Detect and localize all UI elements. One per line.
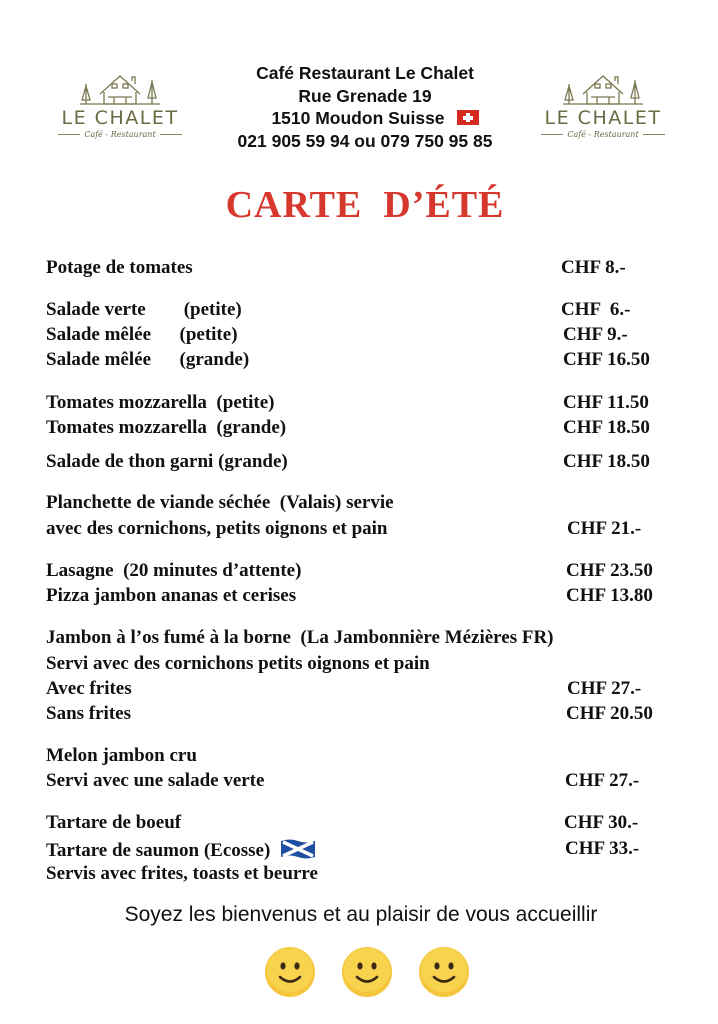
menu-item-price: CHF 23.50	[566, 560, 653, 581]
smiley-icon	[418, 946, 470, 998]
menu-item-label: Potage de tomates	[46, 257, 193, 278]
menu-item-price: CHF 6.-	[561, 299, 631, 320]
logo-left	[50, 72, 190, 139]
menu-item-price: CHF 20.50	[566, 703, 653, 724]
menu-item-label: Lasagne (20 minutes d’attente)	[46, 560, 302, 581]
menu-item-label: Avec frites	[46, 678, 132, 699]
menu-item-price: CHF 27.-	[565, 770, 640, 791]
phone-numbers: 021 905 59 94 ou 079 750 95 85	[237, 130, 493, 151]
menu-item-label: Tomates mozzarella (grande)	[46, 417, 287, 438]
menu-item-label: Salade de thon garni (grande)	[46, 451, 288, 472]
divider	[643, 134, 665, 135]
chalet-house-icon	[561, 72, 645, 106]
menu-item-label: Servi avec des cornichons petits oignons et pain	[46, 653, 430, 674]
smiley-icon	[264, 946, 316, 998]
menu-item-price: CHF 21.-	[567, 518, 642, 539]
menu-item-price: CHF 8.-	[561, 257, 626, 278]
menu-item-label: Jambon à l’os fumé à la borne (La Jambonnière Mézières FR)	[46, 627, 554, 648]
menu-item-label: Planchette de viande séchée (Valais) servie	[46, 492, 394, 513]
menu-item-price: CHF 9.-	[563, 324, 628, 345]
menu-item-label: Salade verte (petite)	[46, 299, 242, 320]
menu-item-price: CHF 18.50	[563, 451, 650, 472]
menu-item-row	[46, 838, 316, 862]
menu-item-label: Servis avec frites, toasts et beurre	[46, 863, 318, 884]
menu-item-label: Tartare de boeuf	[46, 812, 182, 833]
menu-item-label: Salade mêlée (petite)	[46, 324, 238, 345]
smiley-row	[0, 946, 718, 998]
menu-item-label: Pizza jambon ananas et cerises	[46, 585, 297, 606]
menu-item-label: Tartare de saumon (Ecosse)	[46, 840, 271, 861]
menu-item-label: Tomates mozzarella (petite)	[46, 392, 275, 413]
menu-item-price: CHF 33.-	[565, 838, 640, 859]
restaurant-name: Café Restaurant Le Chalet	[256, 63, 474, 83]
contact-block	[210, 62, 520, 152]
city-line	[210, 107, 520, 130]
menu-item-price: CHF 13.80	[566, 585, 653, 606]
divider	[160, 134, 182, 135]
menu-item-label: avec des cornichons, petits oignons et pain	[46, 518, 388, 539]
menu-item-price: CHF 16.50	[563, 349, 650, 370]
menu-title: CARTE D’ÉTÉ	[225, 184, 505, 226]
logo-right	[533, 72, 673, 139]
menu-item-price: CHF 18.50	[563, 417, 650, 438]
menu-item-label: Melon jambon cru	[46, 745, 197, 766]
scottish-flag-icon	[280, 838, 316, 860]
street-address: Rue Grenade 19	[298, 85, 432, 106]
welcome-message: Soyez les bienvenus et au plaisir de vous accueillir	[124, 903, 598, 926]
logo-subtitle: Café - Restaurant	[84, 130, 156, 139]
logo-brand: LE CHALET	[544, 107, 662, 129]
smiley-icon	[341, 946, 393, 998]
menu-item-label: Salade mêlée (grande)	[46, 349, 250, 370]
logo-subtitle: Café - Restaurant	[567, 130, 639, 139]
city: 1510 Moudon Suisse	[271, 108, 445, 128]
swiss-flag-icon	[457, 110, 479, 125]
menu-item-label: Sans frites	[46, 703, 131, 724]
divider	[541, 134, 563, 135]
divider	[58, 134, 80, 135]
menu-item-label: Servi avec une salade verte	[46, 770, 265, 791]
menu-item-price: CHF 11.50	[563, 392, 649, 413]
menu-item-price: CHF 30.-	[564, 812, 639, 833]
chalet-house-icon	[78, 72, 162, 106]
menu-item-price: CHF 27.-	[567, 678, 642, 699]
logo-brand: LE CHALET	[61, 107, 179, 129]
